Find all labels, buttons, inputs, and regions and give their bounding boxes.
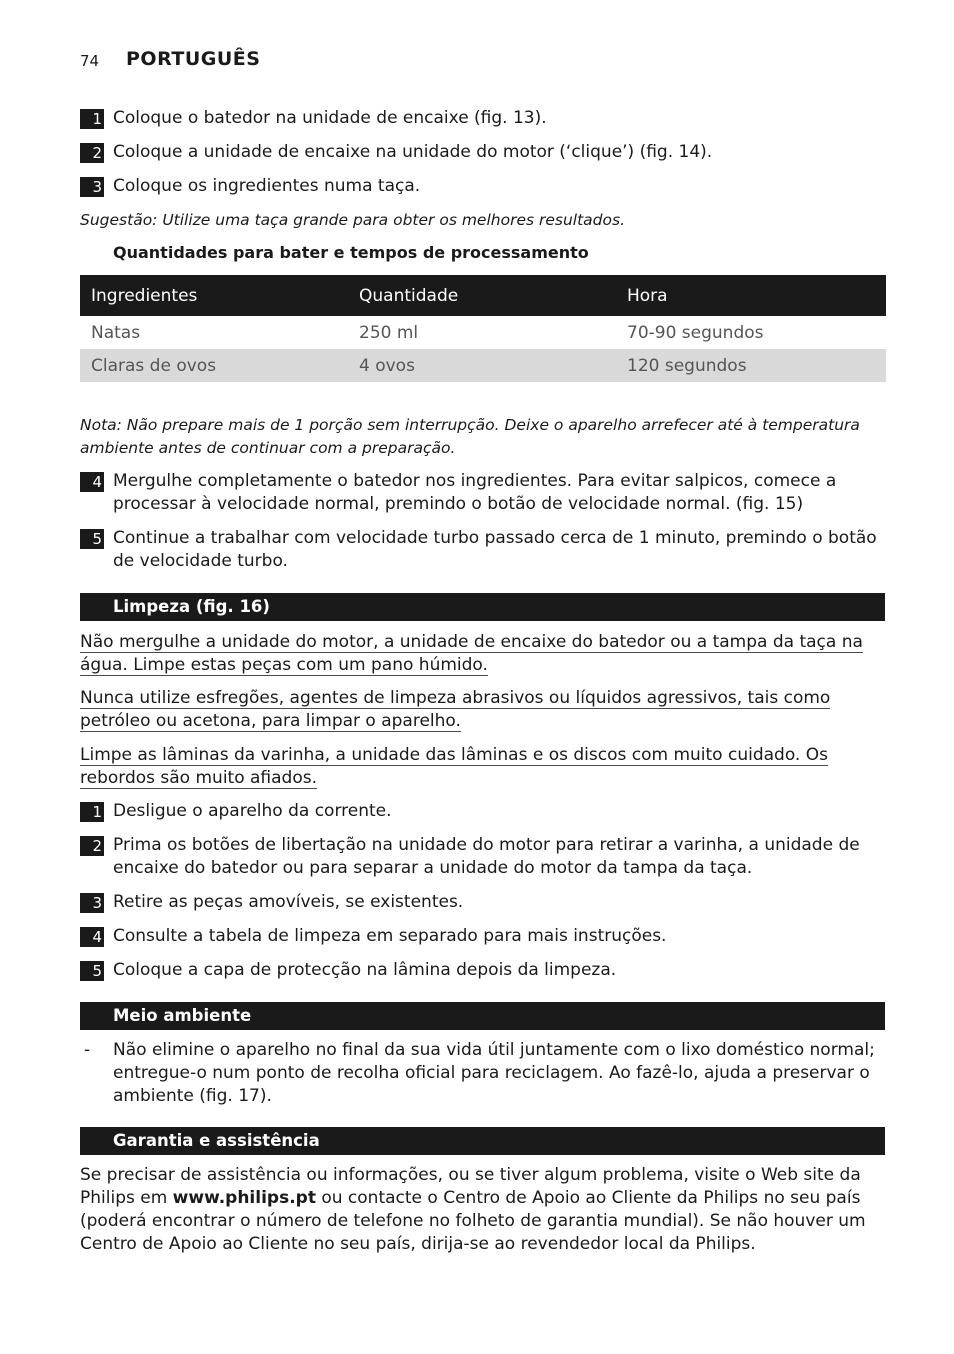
- step-number: 2: [80, 143, 104, 163]
- step-number: 3: [80, 893, 104, 913]
- step-text: Retire as peças amovíveis, se existentes.: [113, 892, 464, 912]
- warranty-text-before: Se precisar de assistência ou informações, ou se tiver algum problema, visite o Web site da Philips em: [80, 1165, 861, 1208]
- table-title: Quantidades para bater e tempos de processamento: [113, 243, 589, 262]
- table-header-row: [80, 275, 886, 316]
- table-row: [80, 349, 886, 382]
- step-text: Coloque a unidade de encaixe na unidade do motor (‘clique’) (fig. 14).: [113, 142, 713, 162]
- step-2: [80, 141, 884, 164]
- table-cell: Natas: [91, 322, 141, 343]
- step-number: 4: [80, 927, 104, 947]
- step-number: 1: [80, 109, 104, 129]
- bullet-text: Não elimine o aparelho no final da sua vida útil juntamente com o lixo doméstico normal; entregue-o num ponto de recolha oficial para reciclagem. Ao fazê-lo, ajuda a preservar o ambiente (fig. 17).: [113, 1040, 875, 1106]
- cleaning-warning: [80, 631, 886, 677]
- step-5: [80, 527, 884, 573]
- tip-note: Sugestão: Utilize uma taça grande para obter os melhores resultados.: [80, 211, 625, 229]
- column-header: Ingredientes: [80, 275, 348, 316]
- table-cell: 250 ml: [359, 322, 419, 343]
- section-heading-warranty: Garantia e assistência: [80, 1127, 885, 1155]
- table-cell: Claras de ovos: [80, 349, 348, 382]
- step-number: 5: [80, 529, 104, 549]
- step-text: Coloque a capa de protecção na lâmina depois da limpeza.: [113, 960, 617, 980]
- cleaning-warning: [80, 687, 886, 733]
- cleaning-step-4: [80, 925, 884, 948]
- warranty-text-after: ou contacte o Centro de Apoio ao Cliente da Philips no seu país (poderá encontrar o número de telefone no folheto de garantia mundial). Se não houver um Centro de Apoio ao Cliente no seu país, dirija-se ao revendedor local da Philips.: [80, 1188, 866, 1254]
- environment-bullet: [80, 1039, 884, 1108]
- step-text: Continue a trabalhar com velocidade turbo passado cerca de 1 minuto, premindo o botão de velocidade turbo.: [113, 528, 877, 571]
- step-text: Coloque os ingredientes numa taça.: [113, 176, 421, 196]
- step-number: 4: [80, 472, 104, 492]
- cleaning-step-1: [80, 800, 884, 823]
- cleaning-step-5: [80, 959, 884, 982]
- step-number: 5: [80, 961, 104, 981]
- step-text: Prima os botões de libertação na unidade do motor para retirar a varinha, a unidade de encaixe do batedor ou para separar a unidade do motor da tampa da taça.: [113, 835, 860, 878]
- language-title: PORTUGUÊS: [126, 48, 261, 70]
- step-number: 1: [80, 802, 104, 822]
- section-heading-cleaning: Limpeza (fig. 16): [80, 593, 885, 621]
- cleaning-step-3: [80, 891, 884, 914]
- table-cell: 70-90 segundos: [627, 322, 764, 343]
- step-3: [80, 175, 884, 198]
- step-text: Coloque o batedor na unidade de encaixe (fig. 13).: [113, 108, 547, 128]
- quantities-table: [80, 275, 886, 382]
- step-4: [80, 470, 884, 516]
- table-cell: 120 segundos: [616, 349, 886, 382]
- step-text: Consulte a tabela de limpeza em separado para mais instruções.: [113, 926, 667, 946]
- website-link[interactable]: www.philips.pt: [172, 1188, 316, 1208]
- cleaning-warning: [80, 744, 886, 790]
- warning-text: Limpe as lâminas da varinha, a unidade das lâminas e os discos com muito cuidado. Os rebordos são muito afiados.: [80, 745, 828, 788]
- step-text: Desligue o aparelho da corrente.: [113, 801, 392, 821]
- warning-text: Nunca utilize esfregões, agentes de limpeza abrasivos ou líquidos agressivos, tais como petróleo ou acetona, para limpar o aparelho.: [80, 688, 831, 731]
- warranty-paragraph: [80, 1164, 884, 1256]
- cleaning-step-2: [80, 834, 884, 880]
- column-header: Hora: [616, 275, 886, 316]
- page-number: 74: [80, 52, 100, 70]
- preparation-note: Nota: Não prepare mais de 1 porção sem interrupção. Deixe o aparelho arrefecer até à temperatura ambiente antes de continuar com a preparação.: [80, 416, 860, 457]
- section-heading-environment: Meio ambiente: [80, 1002, 885, 1030]
- step-text: Mergulhe completamente o batedor nos ingredientes. Para evitar salpicos, comece a processar à velocidade normal, premindo o botão de velocidade normal. (fig. 15): [113, 471, 837, 514]
- warning-text: Não mergulhe a unidade do motor, a unidade de encaixe do batedor ou a tampa da taça na água. Limpe estas peças com um pano húmido.: [80, 632, 863, 675]
- table-cell: 4 ovos: [348, 349, 616, 382]
- bullet-dash: -: [84, 1040, 91, 1060]
- step-number: 2: [80, 836, 104, 856]
- column-header: Quantidade: [348, 275, 616, 316]
- step-1: [80, 107, 884, 130]
- table-row: [80, 316, 886, 349]
- step-number: 3: [80, 177, 104, 197]
